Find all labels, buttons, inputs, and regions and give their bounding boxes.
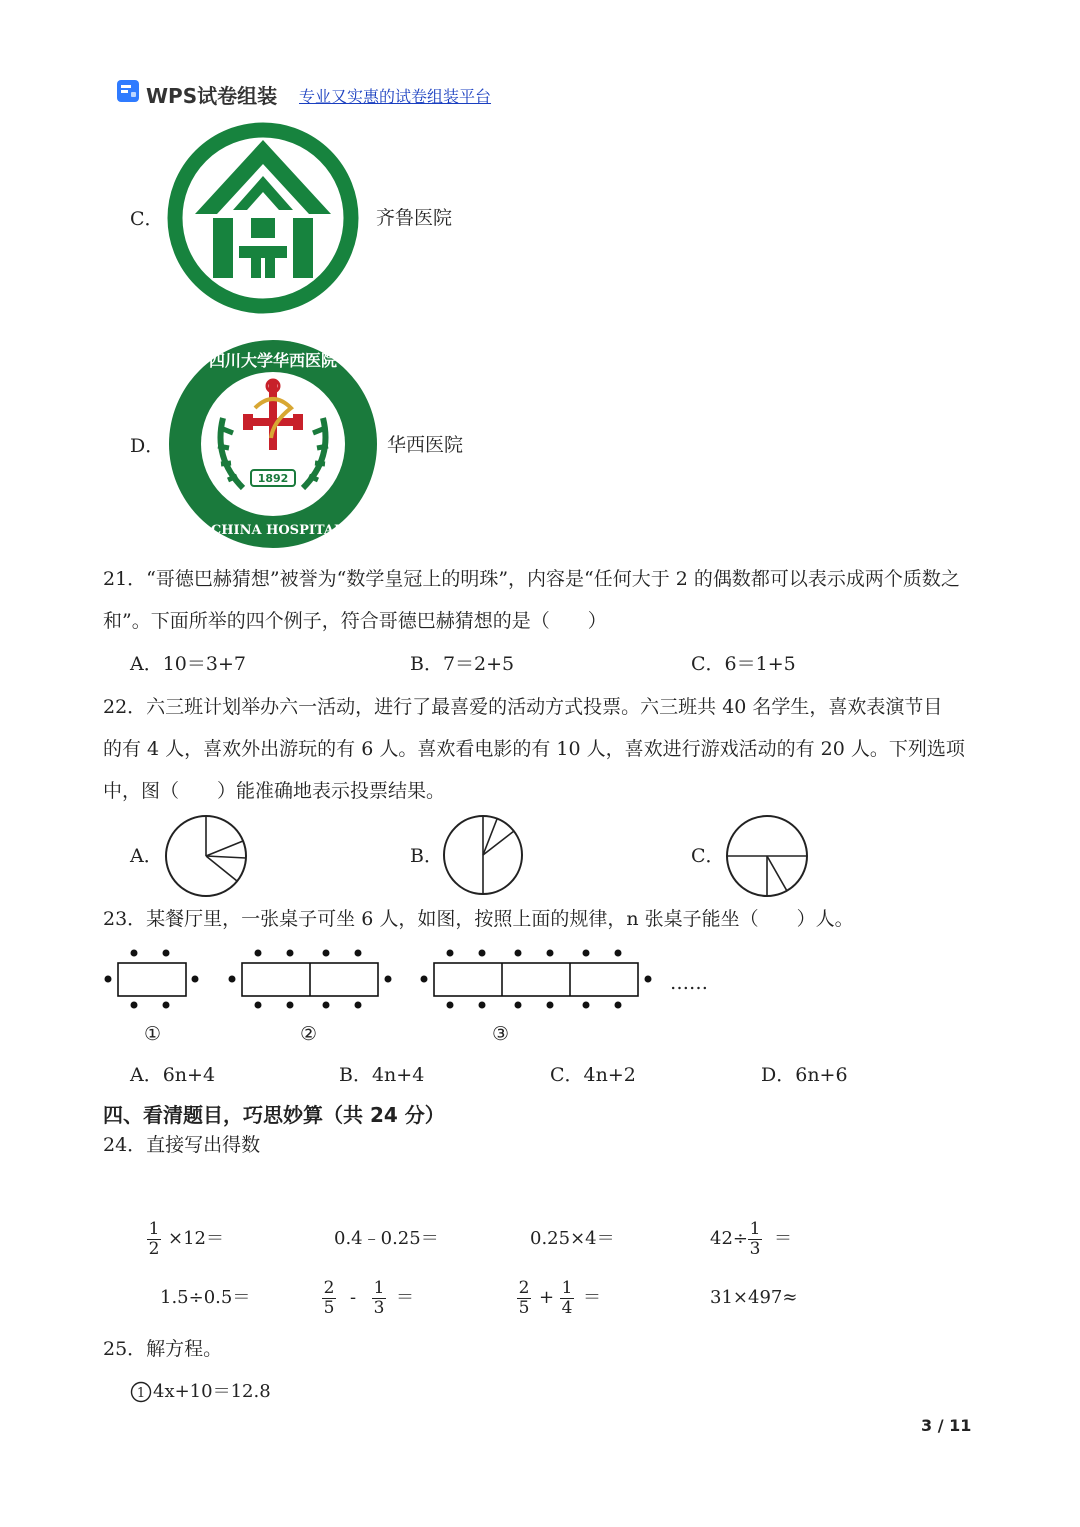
q24-r1a-fraction [147,1221,161,1258]
q24-r1d-post: ＝ [774,1228,792,1249]
huaxi-hospital-logo [163,338,383,550]
table-pattern-figure [100,944,720,1014]
denominator: 5 [518,1298,530,1318]
q23-figure-label-3: ③ [492,1023,510,1045]
q23-line1: 23．某餐厅里，一张桌子可坐 6 人，如图，按照上面的规律，n 张桌子能坐（ ）人。 [103,908,854,930]
q24-r2d: 31×497≈ [710,1287,798,1308]
wps-logo-icon [117,80,141,102]
denominator: 3 [373,1298,385,1318]
emblem-top-text: 四川大学华西医院 [208,351,338,370]
q21-option-c: C．6＝1+5 [691,653,796,675]
numerator: 2 [323,1278,335,1298]
q21-line2: 和”。下面所举的四个例子，符合哥德巴赫猜想的是（ ） [103,610,607,632]
denominator: 3 [749,1239,761,1259]
q24-r2c-operator: + [539,1287,555,1308]
q24-r1b: 0.4﹣0.25＝ [334,1228,439,1249]
numerator: 2 [518,1278,530,1298]
q24-r1a-rest: ×12＝ [168,1228,224,1249]
numerator: 1 [749,1219,761,1239]
q22-option-b-label: B． [410,845,443,867]
qilu-hospital-logo [163,118,368,318]
option-c-label: C． [130,208,164,230]
q24-r1d-pre: 42÷ [710,1228,748,1249]
q24-r2b-equals: ＝ [396,1287,414,1308]
option-d-label: D． [130,435,165,457]
q23-figure-label-2: ② [300,1023,318,1045]
q24-r2c-fraction2 [560,1280,574,1317]
emblem-bottom-text: WEST CHINA HOSPITAL, SCU [163,523,383,538]
q25-eq1-mark: 1 [136,1386,146,1401]
q23-ellipsis: …… [670,972,708,994]
q24-r1d-fraction [748,1221,762,1258]
q24-r2b-operator: - [350,1287,357,1308]
pie-chart-c [724,814,810,898]
q25-eq1: 4x+10＝12.8 [153,1381,271,1402]
q24-r2b-fraction1 [322,1280,336,1317]
q22-line1: 22．六三班计划举办六一活动，进行了最喜爱的活动方式投票。六三班共 40 名学生，喜欢表演节目 [103,696,943,718]
q22-option-c-label: C． [691,845,725,867]
q22-option-a-label: A． [130,845,163,867]
q23-option-d: D．6n+6 [761,1064,848,1086]
option-c-text: 齐鲁医院 [376,207,453,229]
emblem-year: 1892 [257,472,289,485]
q23-option-a: A．6n+4 [130,1064,216,1086]
q23-option-b: B．4n+4 [339,1064,425,1086]
numerator: 1 [561,1278,573,1298]
q24-r2c-equals: ＝ [583,1287,601,1308]
q24-title: 24．直接写出得数 [103,1134,261,1156]
denominator: 2 [148,1239,160,1259]
q22-line2: 的有 4 人，喜欢外出游玩的有 6 人。喜欢看电影的有 10 人，喜欢进行游戏活动的有 20 人。下列选项 [103,738,965,760]
q23-figure-label-1: ① [144,1023,162,1045]
page-number: 3 / 11 [921,1416,972,1435]
q21-option-a: A．10＝3+7 [130,653,246,675]
section-4-title: 四、看清题目，巧思妙算（共 24 分） [103,1103,445,1127]
q24-r1c: 0.25×4＝ [530,1228,615,1249]
denominator: 4 [561,1298,573,1318]
wps-logo-text: WPS试卷组装 [146,84,278,108]
numerator: 1 [148,1219,160,1239]
denominator: 5 [323,1298,335,1318]
q24-r2c-fraction1 [517,1280,531,1317]
option-d-text: 华西医院 [387,434,464,456]
numerator: 1 [373,1278,385,1298]
platform-tagline-link[interactable]: 专业又实惠的试卷组装平台 [299,87,492,106]
q21-option-b: B．7＝2+5 [410,653,515,675]
pie-chart-b [441,814,525,896]
q24-r2a: 1.5÷0.5＝ [160,1287,251,1308]
pie-chart-a [163,814,249,898]
q24-r2b-fraction2 [372,1280,386,1317]
circled-number-icon [130,1381,152,1403]
q22-line3: 中，图（ ）能准确地表示投票结果。 [103,780,446,802]
q21-line1: 21．“哥德巴赫猜想”被誉为“数学皇冠上的明珠”，内容是“任何大于 2 的偶数都可以表示成两个质数之 [103,568,960,590]
q25-title: 25．解方程。 [103,1338,223,1360]
q23-option-c: C．4n+2 [550,1064,636,1086]
